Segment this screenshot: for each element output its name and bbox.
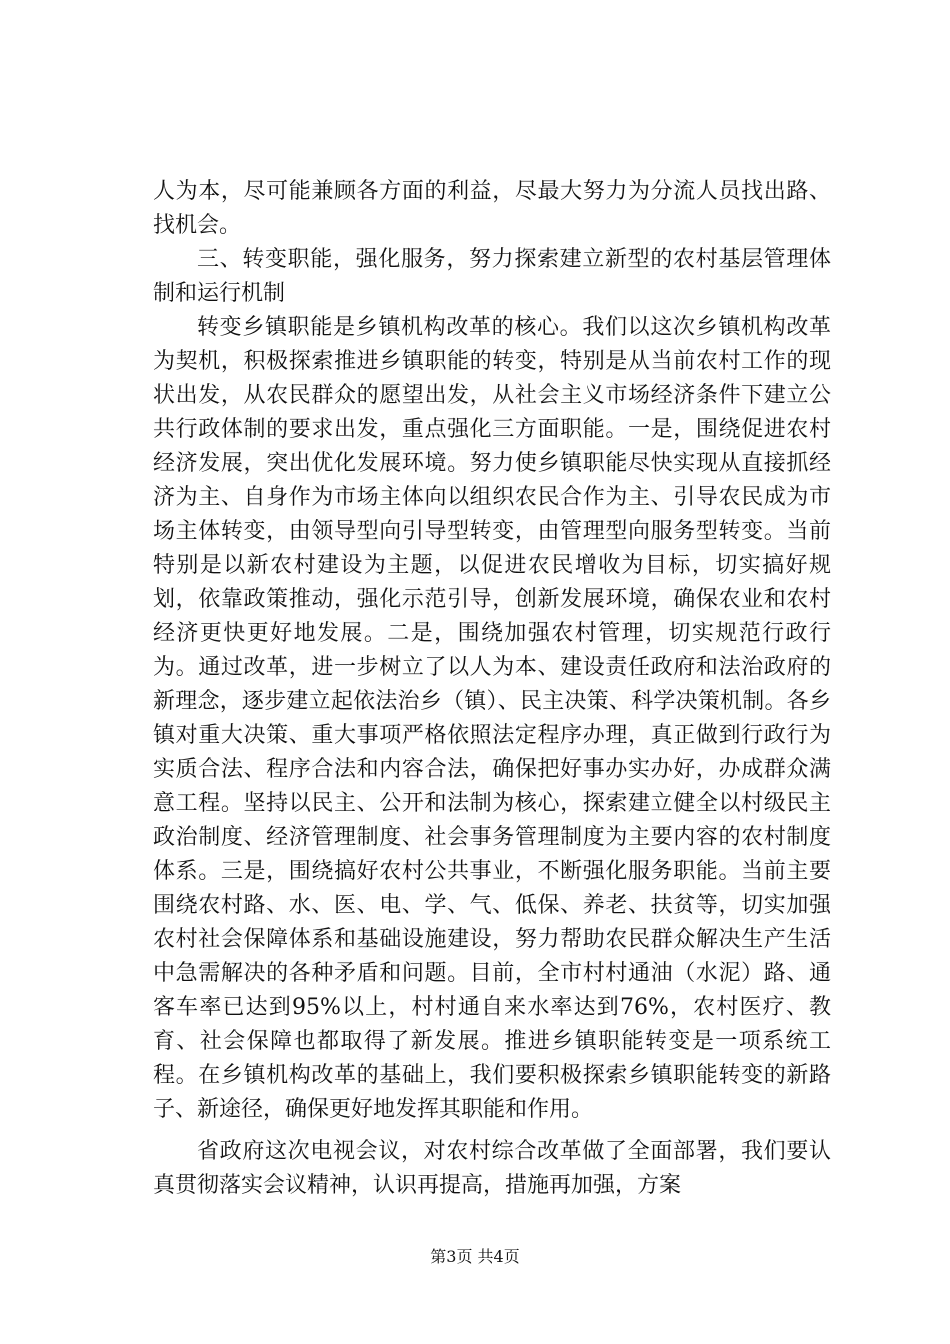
paragraph-continuation: 人为本，尽可能兼顾各方面的利益，尽最大努力为分流人员找出路、找机会。 [153, 179, 831, 238]
page-footer [0, 1247, 950, 1267]
page-number-label: 第3页 共4页 [430, 1247, 520, 1266]
paragraph-closing: 省政府这次电视会议，对农村综合改革做了全面部署，我们要认真贯彻落实会议精神，认识再提高，措施再加强，方案 [153, 1139, 831, 1198]
document-body [153, 175, 831, 1203]
section-heading: 三、转变职能，强化服务，努力探索建立新型的农村基层管理体制和运行机制 [153, 247, 831, 306]
paragraph-body: 转变乡镇职能是乡镇机构改革的核心。我们以这次乡镇机构改革为契机，积极探索推进乡镇职能的转变，特别是从当前农村工作的现状出发，从农民群众的愿望出发，从社会主义市场经济条件下建立公共行政体制的要求出发，重点强化三方面职能。一是，围绕促进农村经济发展，突出优化发展环境。努力使乡镇职能尽快实现从直接抓经济为主、自身作为市场主体向以组织农民合作为主、引导农民成为市场主体转变，由领导型向引导型转变，由管理型向服务型转变。当前特别是以新农村建设为主题，以促进农民增收为目标，切实搞好规划，依靠政策推动，强化示范引导，创新发展环境，确保农业和农村经济更快更好地发展。二是，围绕加强农村管理，切实规范行政行为。通过改革，进一步树立了以人为本、建设责任政府和法治政府的新理念，逐步建立起依法治乡（镇）、民主决策、科学决策机制。各乡镇对重大决策、重大事项严格依照法定程序办理，真正做到行政行为实质合法、程序合法和内容合法，确保把好事办实办好，办成群众满意工程。坚持以民主、公开和法制为核心，探索建立健全以村级民主政治制度、经济管理制度、社会事务管理制度为主要内容的农村制度体系。三是，围绕搞好农村公共事业，不断强化服务职能。当前主要围绕农村路、水、医、电、学、气、低保、养老、扶贫等，切实加强农村社会保障体系和基础设施建设，努力帮助农民群众解决生产生活中急需解决的各种矛盾和问题。目前，全市村村通油（水泥）路、通客车率已达到95%以上，村村通自来水率达到76%，农村医疗、教育、社会保障也都取得了新发展。推进乡镇职能转变是一项系统工程。在乡镇机构改革的基础上，我们要积极探索乡镇职能转变的新路子、新途径，确保更好地发挥其职能和作用。 [153, 315, 831, 1122]
